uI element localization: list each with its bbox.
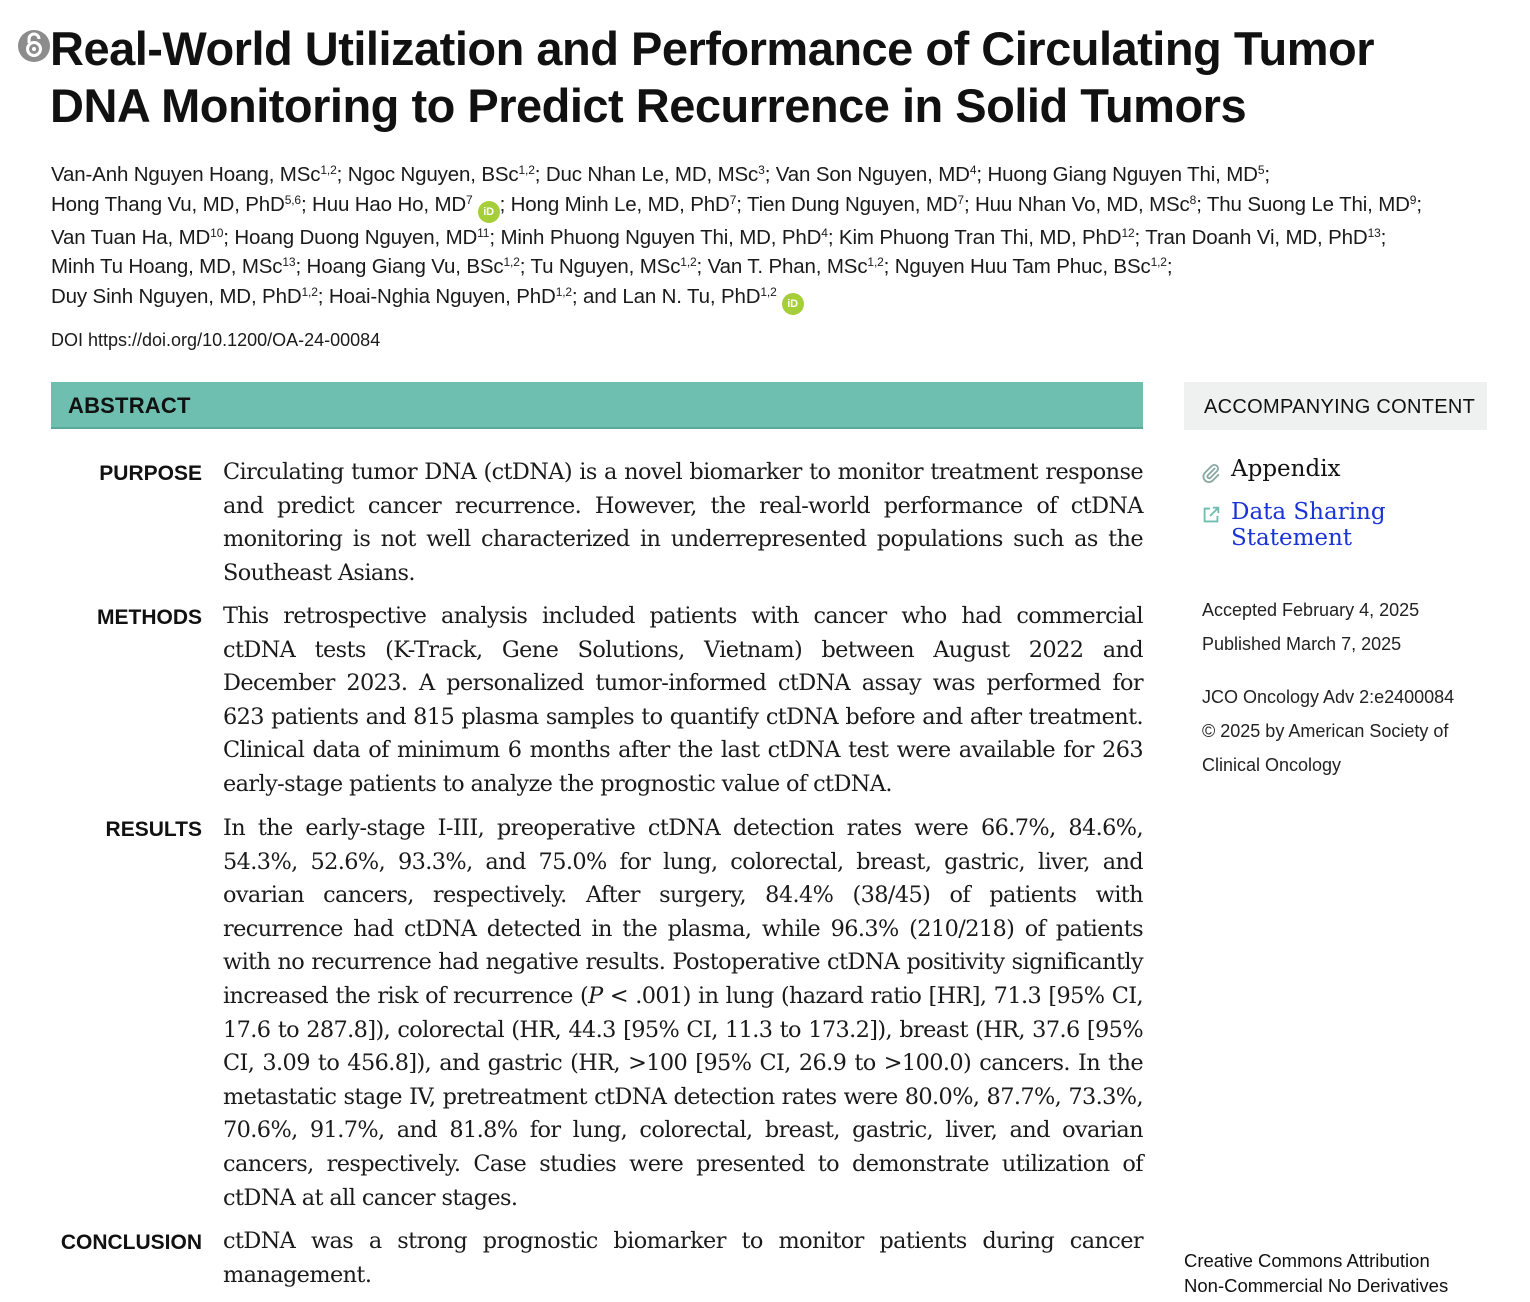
author-name: Hoai-Nghia Nguyen, PhD [328, 284, 556, 308]
paperclip-icon [1200, 462, 1222, 484]
title-line-1: Real-World Utilization and Performance of Circulating Tumor [50, 22, 1375, 75]
author-name: Hoang Giang Vu, BSc [306, 255, 504, 279]
author-name: Van-Anh Nguyen Hoang, MSc [51, 163, 321, 186]
affiliation-mark: 7 [466, 192, 473, 207]
author-name: Minh Phuong Nguyen Thi, MD, PhD [500, 225, 822, 249]
accepted-date: Accepted February 4, 2025 [1202, 600, 1420, 620]
affiliation-mark: 5 [1257, 163, 1265, 177]
affiliation-mark: 13 [282, 255, 296, 270]
author-name: Huu Hao Ho, MD [312, 192, 467, 216]
author-name: Nguyen Huu Tam Phuc, BSc [894, 255, 1151, 279]
affiliation-mark: 7 [729, 192, 737, 207]
article-title [50, 20, 1510, 134]
copyright-notice: © 2025 by American Society of Clinical Oncology [1202, 721, 1449, 775]
publication-dates [1202, 593, 1419, 661]
author-line-5: Duy Sinh Nguyen, MD, PhD$^{1,2}$; Hoai-Nghia Nguyen, PhD$^{1,2}$; and Lan N. Tu, PhD$^{1,2}$iD [51, 282, 1496, 315]
affiliation-mark: 4 [969, 163, 977, 177]
accompanying-content-heading: ACCOMPANYING CONTENT [1204, 396, 1476, 418]
affiliation-mark: 8 [1189, 192, 1197, 207]
license-line-2: Non-Commercial No Derivatives [1184, 1275, 1449, 1296]
abstract-heading: ABSTRACT [68, 393, 191, 418]
author-line-2: Hong Thang Vu, MD, PhD$^{5,6}$; Huu Hao Ho, $MD^7iD$ ; Hong Minh Le, MD, PhD$^7$; Tien Dung Nguyen, $MD^7$; Huu Nhan Vo, MD, MSc$^8$; Thu Suong Le Thi, $MD^9$; [51, 190, 1496, 223]
author-name: Tran Doanh Vi, MD, PhD [1145, 225, 1368, 249]
author-name: Thu Suong Le Thi, MD [1206, 192, 1410, 216]
affiliation-mark: 1,2 [867, 255, 884, 270]
orcid-icon[interactable]: iD [478, 201, 500, 223]
accompanying-content-header [1184, 382, 1487, 430]
data-sharing-label[interactable]: Data Sharing Statement [1231, 499, 1386, 551]
author-name: Hong Minh Le, MD, PhD [510, 192, 730, 216]
doi-link[interactable]: DOI https://doi.org/10.1200/OA-24-00084 [51, 330, 381, 350]
affiliation-mark: 1,2 [518, 163, 535, 177]
author-name: Kim Phuong Tran Thi, MD, PhD [838, 225, 1122, 249]
section-body: This retrospective analysis included patients with cancer who had commercial ctDNA tests (K-Track, Gene Solutions, Vietnam) between August 2022 and December 2023. A personalized tumor-informed ctDNA assay was performed for 623 patients and 815 plasma samples to quantify ctDNA before and after treatment. Clinical data of minimum 6 months after the last ctDNA test were available for 263 early-stage patients to analyze the prognostic value of ctDNA. [223, 603, 1143, 797]
results-text-part-2: < .001) in lung (hazard ratio [HR], 71.3 [95% CI, 17.6 to 287.8]), colorectal (HR, 44.3 [95% CI, 11.3 to 173.2]), breast (HR, 37.6 [95% CI, 3.09 to 456.8]), and gastric (HR, >100 [95% CI, 26.9 to >100.0) cancers. In the metastatic stage IV, pretreatment ctDNA detection rates were 80.0%, 87.7%, 73.3%, 70.6%, 91.7%, and 81.8% for lung, colorectal, breast, gastric, liver, and ovarian cancers, respectively. Case studies were presented to demonstrate utilization of ctDNA at all cancer stages. [223, 982, 1143, 1211]
license-notice [1184, 1248, 1504, 1298]
author-name: Huu Nhan Vo, MD, MSc [975, 192, 1190, 216]
open-access-icon [18, 30, 50, 62]
abstract-header [51, 382, 1143, 429]
affiliation-mark: 1,2 [555, 284, 572, 299]
author-name: Hong Thang Vu, MD, PhD [51, 192, 285, 216]
section-body: ctDNA was a strong prognostic biomarker to monitor patients during cancer management. [223, 1228, 1143, 1288]
orcid-icon[interactable]: iD [782, 293, 804, 315]
author-name: Van T. Phan, MSc [707, 255, 868, 279]
affiliation-mark: 12 [1121, 225, 1135, 240]
results-text-part-1: In the early-stage I-III, preoperative ctDNA detection rates were 66.7%, 84.6%, 54.3%, 52.6%, 93.3%, and 75.0% for lung, colorectal, breast, gastric, liver, and ovarian cancers, respectively. After surgery, 84.4% (38/45) of patients with recurrence had ctDNA detected in the plasma, while 96.3% (210/218) of patients with no recurrence had negative results. Postoperative ctDNA positivity significantly increased the risk of recurrence ( [223, 815, 1143, 1009]
author-name: Huong Giang Nguyen Thi, MD [987, 163, 1258, 186]
section-label: RESULTS [105, 818, 202, 841]
affiliation-mark: 1,2 [760, 284, 777, 299]
affiliation-mark: 3 [758, 163, 765, 177]
p-value-symbol: P [588, 982, 603, 1009]
section-label: METHODS [97, 606, 202, 629]
affiliation-mark: 9 [1409, 192, 1417, 207]
author-line-3: Van Tuan Ha, MD$^{10}$; Hoang Duong Nguyen, MD$^{11}$; Minh Phuong Nguyen Thi, MD, PhD$^4$; Kim Phuong Tran Thi, MD, PhD$^{12}$; Tran Doanh Vi, MD, PhD$^{13}$; [51, 225, 1387, 249]
affiliation-mark: 1,2 [503, 255, 520, 270]
affiliation-mark: 1,2 [680, 255, 697, 270]
affiliation-mark: 13 [1367, 225, 1381, 240]
section-label: CONCLUSION [60, 1231, 202, 1254]
author-line-1: Van-Anh Nguyen Hoang, MSc$^{1,2}$; Ngoc Nguyen, BSc$^{1,2}$; Duc Nhan Le, MD, MSc$^3$; Van Son Nguyen, $MD^4$; Huong Giang Nguyen Thi, $MD^5$; [51, 163, 1270, 186]
affiliation-mark: 7 [957, 192, 964, 207]
affiliation-mark: 1,2 [1150, 255, 1167, 270]
appendix-label[interactable]: Appendix [1231, 456, 1341, 482]
title-line-2: DNA Monitoring to Predict Recurrence in Solid Tumors [50, 79, 1247, 132]
journal-info [1202, 680, 1482, 782]
author-name: Van Tuan Ha, MD [51, 225, 211, 249]
author-name: Lan N. Tu, PhD [622, 284, 761, 308]
author-name: Van Son Nguyen, MD [775, 163, 970, 186]
affiliation-mark: 5,6 [284, 192, 301, 207]
author-name: Hoang Duong Nguyen, MD [234, 225, 478, 249]
affiliation-mark: 4 [821, 225, 828, 240]
author-name: Tu Nguyen, MSc [530, 255, 681, 279]
author-line-4: Minh Tu Hoang, MD, MSc$^{13}$; Hoang Giang Vu, BSc$^{1,2}$; Tu Nguyen, MSc$^{1,2}$; Van T. Phan, MSc$^{1,2}$; Nguyen Huu Tam Phuc, BSc$^{1,2}$; [51, 255, 1173, 279]
affiliation-mark: 1,2 [320, 163, 337, 177]
author-list [51, 160, 1496, 315]
license-line-1: Creative Commons Attribution [1184, 1250, 1430, 1271]
affiliation-mark: 1,2 [301, 284, 318, 299]
section-body: Circulating tumor DNA (ctDNA) is a novel biomarker to monitor treatment response and predict cancer recurrence. However, the real-world performance of ctDNA monitoring is not well characterized in underrepresented populations such as the Southeast Asians. [223, 459, 1143, 586]
section-body [223, 812, 1143, 1215]
section-label: PURPOSE [99, 462, 202, 485]
external-link-icon [1200, 504, 1222, 526]
author-name: Ngoc Nguyen, BSc [347, 163, 519, 186]
affiliation-mark: 11 [477, 225, 490, 240]
journal-reference: JCO Oncology Adv 2:e2400084 [1202, 687, 1455, 707]
published-date: Published March 7, 2025 [1202, 634, 1402, 654]
author-name: Tien Dung Nguyen, MD [746, 192, 958, 216]
affiliation-mark: 10 [210, 225, 224, 240]
author-name: Duc Nhan Le, MD, MSc [545, 163, 759, 186]
author-name: Duy Sinh Nguyen, MD, PhD [51, 284, 302, 308]
and-conjunction: and [583, 284, 617, 308]
author-name: Minh Tu Hoang, MD, MSc [51, 255, 283, 279]
